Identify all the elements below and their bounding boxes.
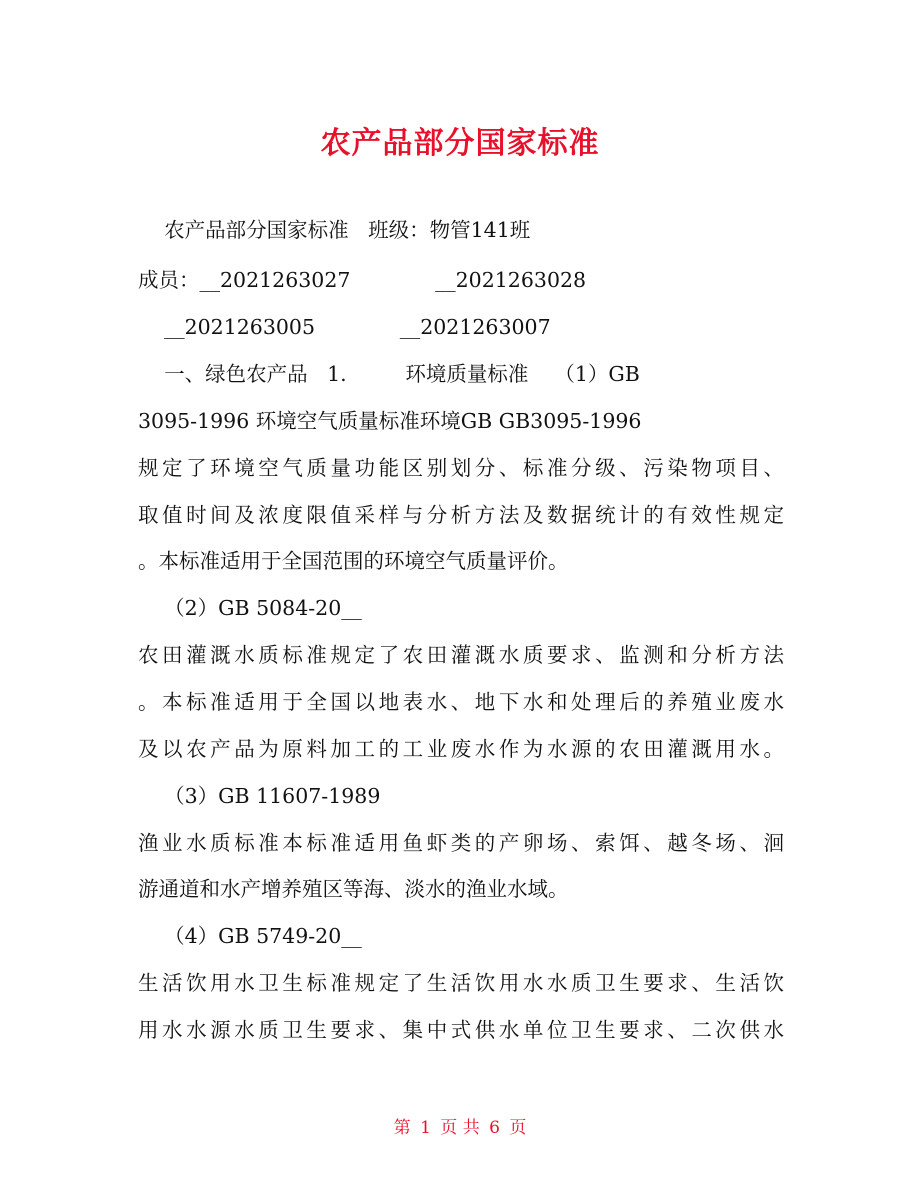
text-line: （3）GB 11607-1989 <box>138 784 381 808</box>
page-prefix: 第 <box>393 1118 411 1138</box>
text-line: 规定了环境空气质量功能区别划分、标准分级、污染物项目、 <box>138 456 784 480</box>
page-total: 6 <box>489 1118 500 1138</box>
text-line: 渔业水质标准本标准适用鱼虾类的产卵场、索饵、越冬场、洄 <box>138 831 784 855</box>
text-line: （2）GB 5084-20__ <box>138 596 362 620</box>
text-line: 游通道和水产增养殖区等海、淡水的渔业水域。 <box>138 877 569 901</box>
text-line: 农产品部分国家标准 班级：物管141班 <box>138 218 531 242</box>
page-current: 1 <box>420 1118 431 1138</box>
document-title: 农产品部分国家标准 <box>320 126 600 161</box>
text-line: 生活饮用水卫生标准规定了生活饮用水水质卫生要求、生活饮 <box>138 971 784 995</box>
text-line: 取值时间及浓度限值采样与分析方法及数据统计的有效性规定 <box>138 503 784 527</box>
text-line: 用水水源水质卫生要求、集中式供水单位卫生要求、二次供水 <box>138 1018 784 1042</box>
text-line: 。本标准适用于全国范围的环境空气质量评价。 <box>138 549 569 573</box>
page-footer <box>0 1113 920 1138</box>
text-line: 成员：__2021263027 __2021263028 <box>138 268 587 292</box>
text-line: 一、绿色农产品 1. 环境质量标准 （1）GB <box>138 362 640 386</box>
text-line: 。本标准适用于全国以地表水、地下水和处理后的养殖业废水 <box>138 690 784 714</box>
text-line: __2021263005 __2021263007 <box>138 315 551 339</box>
text-line: 农田灌溉水质标准规定了农田灌溉水质要求、监测和分析方法 <box>138 643 784 667</box>
page-suffix: 页 <box>509 1118 527 1138</box>
page-mid: 页 共 <box>440 1118 480 1138</box>
text-line: （4）GB 5749-20__ <box>138 924 362 948</box>
text-line: 3095-1996 环境空气质量标准环境GB GB3095-1996 <box>138 409 642 433</box>
text-line: 及以农产品为原料加工的工业废水作为水源的农田灌溉用水。 <box>138 737 784 761</box>
